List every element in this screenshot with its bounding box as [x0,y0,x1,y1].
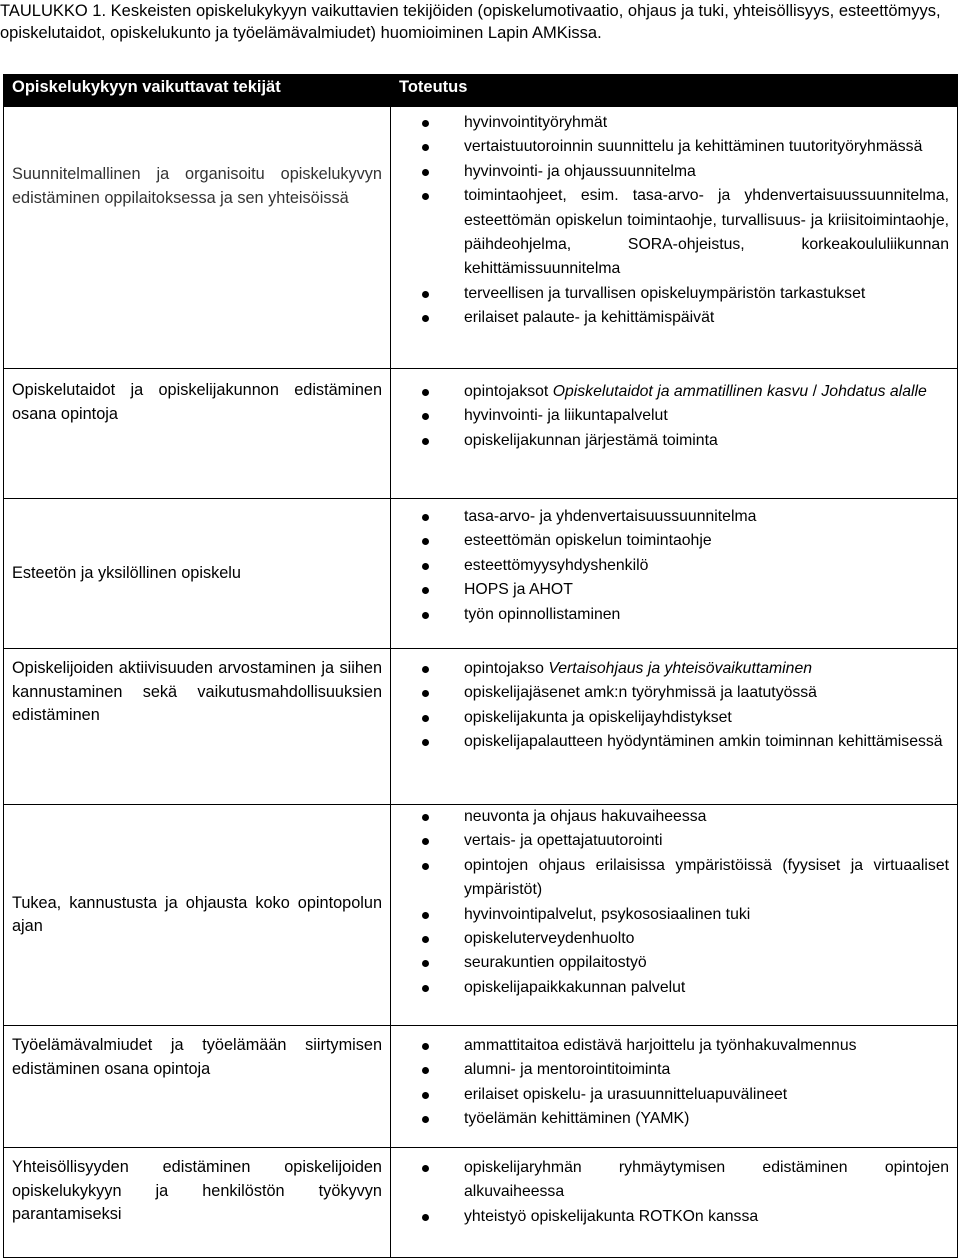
bullet-icon [422,960,429,967]
bullet-icon [422,814,429,821]
list-item: hyvinvointi- ja ohjaussuunnitelma [391,160,949,184]
table-row [4,369,958,499]
bullet-icon [422,739,429,746]
table-row [4,499,958,649]
list-item: opiskeluterveydenhuolto [391,927,949,951]
bullet-icon [422,538,429,545]
factor-text: Tukea, kannustusta ja ohjausta koko opintopolun ajan [12,893,382,935]
table-row [4,649,958,805]
bullet-icon [422,389,429,396]
implementation-list [391,499,957,627]
bullet-icon [422,193,429,200]
list-item: ammattitaitoa edistävä harjoittelu ja työnhakuvalmennus [391,1034,949,1058]
table-row [4,107,958,369]
bullet-icon [422,1043,429,1050]
bullet-icon [422,863,429,870]
list-item: esteettömyysyhdyshenkilö [391,554,949,578]
bullet-icon [422,438,429,445]
item-opintojaksot: opintojaksot Opiskelutaidot ja ammatillinen kasvu / Johdatus alalle [464,383,927,400]
bullet-icon [422,690,429,697]
list-item [391,380,949,404]
list-item: hyvinvointityöryhmät [391,111,949,135]
list-item: yhteistyö opiskelijakunta ROTKOn kanssa [391,1205,949,1229]
bullet-icon [422,838,429,845]
list-item: opiskelijaryhmän ryhmäytymisen edistäminen opintojen alkuvaiheessa [391,1156,949,1205]
list-item: vertais- ja opettajatuutorointi [391,829,949,853]
bullet-icon [422,612,429,619]
list-item: alumni- ja mentorointitoiminta [391,1058,949,1082]
table-header-row [4,75,958,107]
bullet-icon [422,1067,429,1074]
implementation-list [391,1026,957,1132]
table-row [4,1148,958,1258]
list-item: toimintaohjeet, esim. tasa-arvo- ja yhdenvertaisuussuunnitelma, esteettömän opiskelun toimintaohje, turvallisuus- ja kriisitoimintaohje, päihdeohjelma, SORA-ohjeistus, korkeakoululiikunnan kehittämissuunnitelma [391,184,949,282]
factor-text: Työelämävalmiudet ja työelämään siirtymisen edistäminen osana opintoja [12,1036,382,1078]
list-item: opiskelijakunta ja opiskelijayhdistykset [391,706,949,730]
header-implementation: Toteutus [391,75,958,107]
bullet-icon [422,563,429,570]
bullet-icon [422,514,429,521]
bullet-icon [422,912,429,919]
implementation-list [391,649,957,755]
bullet-icon [422,985,429,992]
bullet-icon [422,315,429,322]
factor-text: Yhteisöllisyyden edistäminen opiskelijoiden opiskelukykyyn ja henkilöstön työkyvyn parantamiseksi [12,1158,382,1223]
factors-table [3,74,958,1258]
factor-text: Esteetön ja yksilöllinen opiskelu [12,563,241,582]
bullet-icon [422,1116,429,1123]
header-factors: Opiskelukykyyn vaikuttavat tekijät [4,75,391,107]
list-item: opiskelijakunnan järjestämä toiminta [391,429,949,453]
list-item: hyvinvointi- ja liikuntapalvelut [391,404,949,428]
item-opintojakso: opintojakso Vertaisohjaus ja yhteisövaikuttaminen [464,660,813,677]
implementation-list [391,107,957,331]
factor-text: Opiskelutaidot ja opiskelijakunnon edistäminen osana opintoja [12,381,382,423]
factor-text: Suunnitelmallinen ja organisoitu opiskelukyvyn edistäminen oppilaitoksessa ja sen yhteisöissä [12,165,382,207]
factor-text: Opiskelijoiden aktiivisuuden arvostaminen ja siihen kannustaminen sekä vaikutusmahdollisuuksien edistäminen [12,659,382,724]
implementation-list [391,805,957,1000]
list-item: esteettömän opiskelun toimintaohje [391,529,949,553]
table-caption: TAULUKKO 1. Keskeisten opiskelukykyyn vaikuttavien tekijöiden (opiskelumotivaatio, ohjaus ja tuki, yhteisöllisyys, esteettömyys, opiskelutaidot, opiskelukunto ja työelämävalmiudet) huomioiminen Lapin AMKissa. [0,2,941,42]
implementation-list [391,369,957,453]
list-item: terveellisen ja turvallisen opiskeluympäristön tarkastukset [391,282,949,306]
list-item: opintojen ohjaus erilaisissa ympäristöissä (fyysiset ja virtuaaliset ympäristöt) [391,854,949,903]
bullet-icon [422,1092,429,1099]
list-item: HOPS ja AHOT [391,578,949,602]
bullet-icon [422,120,429,127]
bullet-icon [422,413,429,420]
list-item: seurakuntien oppilaitostyö [391,951,949,975]
bullet-icon [422,1165,429,1172]
list-item: neuvonta ja ohjaus hakuvaiheessa [391,805,949,829]
table-row [4,1026,958,1148]
list-item: hyvinvointipalvelut, psykososiaalinen tuki [391,903,949,927]
list-item: työn opinnollistaminen [391,603,949,627]
list-item: työelämän kehittäminen (YAMK) [391,1107,949,1131]
implementation-list [391,1148,957,1229]
bullet-icon [422,169,429,176]
bullet-icon [422,587,429,594]
list-item: opiskelijapalautteen hyödyntäminen amkin toiminnan kehittämisessä [391,730,949,754]
list-item: opiskelijapaikkakunnan palvelut [391,976,949,1000]
bullet-icon [422,715,429,722]
list-item: vertaistuutoroinnin suunnittelu ja kehittäminen tuutorityöryhmässä [391,135,949,159]
table-row [4,805,958,1026]
list-item: erilaiset opiskelu- ja urasuunnitteluapuvälineet [391,1083,949,1107]
bullet-icon [422,144,429,151]
bullet-icon [422,936,429,943]
list-item: opiskelijajäsenet amk:n työryhmissä ja laatutyössä [391,681,949,705]
bullet-icon [422,666,429,673]
list-item [391,657,949,681]
bullet-icon [422,1214,429,1221]
bullet-icon [422,291,429,298]
list-item: erilaiset palaute- ja kehittämispäivät [391,306,949,330]
list-item: tasa-arvo- ja yhdenvertaisuussuunnitelma [391,505,949,529]
